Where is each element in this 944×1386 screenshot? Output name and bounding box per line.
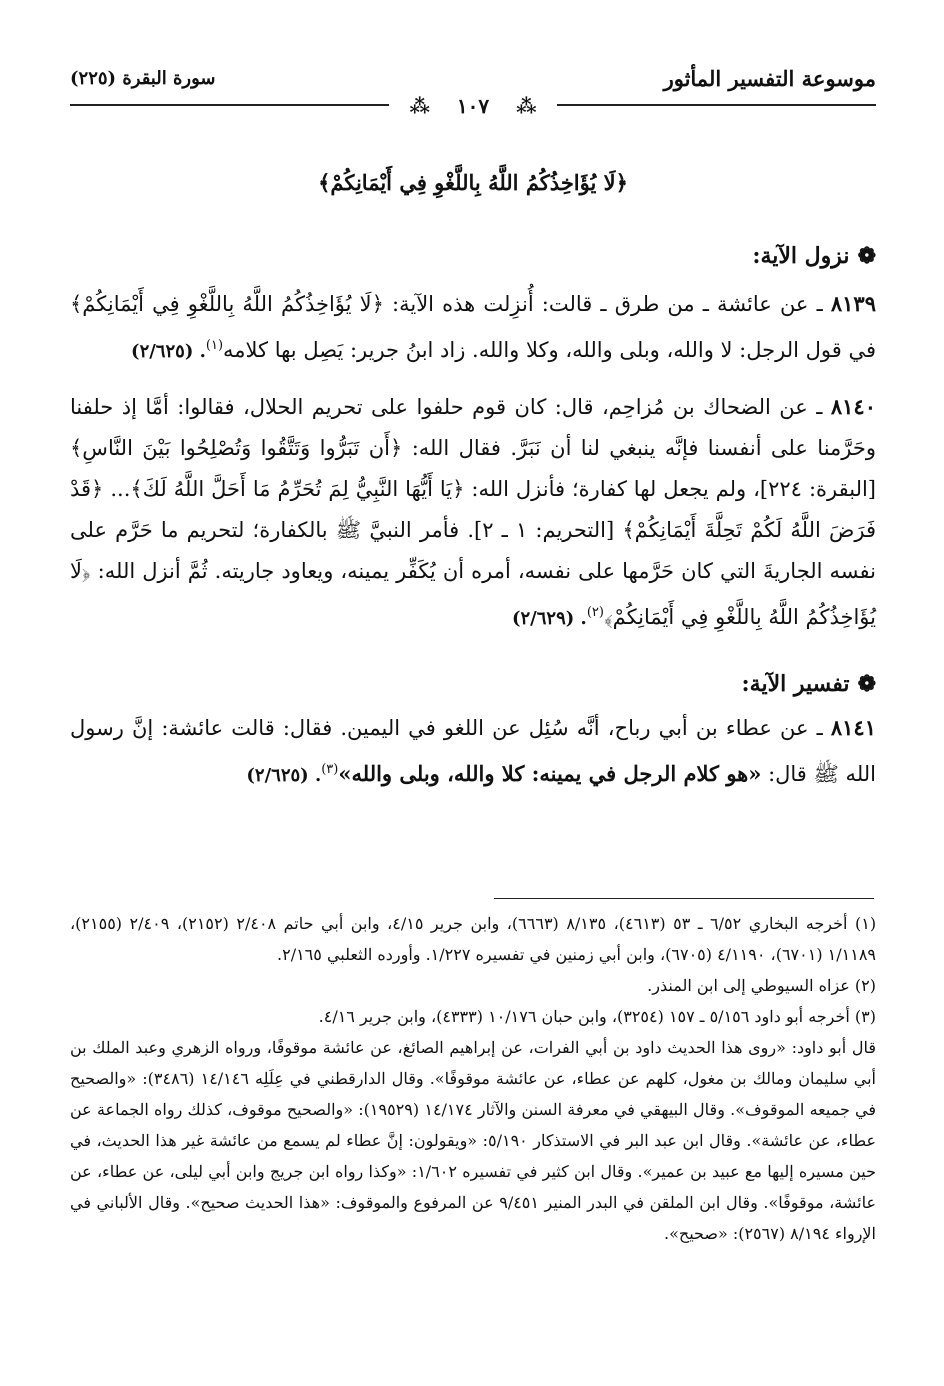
hadith-quote: «هو كلام الرجل في يمينه: كلا والله، وبلى والله» xyxy=(338,761,762,786)
flower-icon: ❁ xyxy=(857,243,876,269)
book-title: موسوعة التفسير المأثور xyxy=(663,66,876,91)
narration-number: ٨١٤٠ xyxy=(830,394,876,419)
footnote-separator xyxy=(68,898,874,899)
flower-icon: ❁ xyxy=(857,671,876,697)
running-header xyxy=(70,58,876,118)
page-number-wrap xyxy=(70,94,876,118)
narration-8140 xyxy=(70,386,876,639)
narration-text: ـ عن عائشة ـ من طرق ـ قالت: أُنزِلت هذه الآية: ﴿لَا يُؤَاخِذُكُمُ اللَّهُ بِاللَّغْوِ فِي أَيْمَانِكُمْ﴾ في قول الرجل: لا والله، وبلى والله، وكلا والله. زاد ابنُ جرير: يَصِل بها كلامه xyxy=(70,292,876,362)
narration-8139 xyxy=(70,283,876,372)
narration-text: ـ عن عطاء بن أبي رباح، أنَّه سُئِل عن اللغو في اليمين. فقال: قالت عائشة: إنَّ رسول الله ﷺ قال: xyxy=(70,716,876,786)
page-body xyxy=(70,58,876,796)
section-heading-revelation: ❁نزول الآية: xyxy=(752,243,876,269)
footnote-marker: (٢) xyxy=(586,605,604,620)
narration-number: ٨١٤١ xyxy=(830,715,876,740)
page-number: ١٠٧ xyxy=(447,94,499,118)
narration-8141 xyxy=(70,707,876,796)
footnote-2: (٢) عزاه السيوطي إلى ابن المنذر. xyxy=(647,976,876,995)
narration-text: ـ عن الضحاك بن مُزاحِم، قال: كان قوم حلفوا على تحريم الحلال، فقالوا: أمَّا إذ حلفنا وحَرَّمنا على أنفسنا فإنَّه ينبغي لنا أن نَبَرَّ. فقال الله: ﴿أَن تَبَرُّوا وَتَتَّقُوا وَتُصْلِحُوا بَيْنَ النَّاسِ﴾ [البقرة: ٢٢٤]، ولم يجعل لها كفارة؛ فأنزل الله: ﴿يَا أَيُّهَا النَّبِيُّ لِمَ تُحَرِّمُ مَا أَحَلَّ اللَّهُ لَكَ﴾... ﴿قَدْ فَرَضَ اللَّهُ لَكُمْ تَحِلَّةَ أَيْمَانِكُمْ﴾ [التحريم: ١ ـ ٢]. فأمر النبيَّ ﷺ بالكفارة؛ لتحريم ما حَرَّم على نفسه الجاريةَ التي كان حَرَّمها على نفسه، أمره أن يُكَفِّر يمينه، ويعاود جاريته. ثُمَّ أنزل الله: ﴿لَا يُؤَاخِذُكُمُ اللَّهُ بِاللَّغْوِ فِي أَيْمَانِكُمْ﴾ xyxy=(70,395,876,629)
ornament-icon: ⁂ xyxy=(399,94,439,118)
verse-title: ﴿لَا يُؤَاخِذُكُمُ اللَّهُ بِاللَّغْوِ فِي أَيْمَانِكُمْ﴾ xyxy=(318,170,628,195)
footnotes xyxy=(70,908,876,1249)
volume-reference: . (٢/٦٢٩) xyxy=(511,608,587,629)
footnote-1: (١) أخرجه البخاري ٦/٥٢ ـ ٥٣ (٤٦١٣)، ٨/١٣٥ (٦٦٦٣)، وابن جرير ٤/١٥، وابن أبي حاتم ٢/٤٠٨ (٢١٥٢)، ٢/٤٠٩ (٢١٥٥)، ١/١١٨٩ (٦٧٠١)، ٤/١١٩٠ (٦٧٠٥)، وابن أبي زمنين في تفسيره ١/٢٢٧. وأورده الثعلبي ٢/١٦٥. xyxy=(70,914,877,964)
footnote-3-commentary: قال أبو داود: «روى هذا الحديث داود بن أبي الفرات، عن إبراهيم الصائغ، عن عائشة موقوفًا، ورواه الزهري وعبد الملك بن أبي سليمان ومالك بن مغول، كلهم عن عطاء، عن عائشة موقوفًا». وقال الدارقطني في عِلَلِه ١٤/١٤٦ (٣٤٨٦): «والصحيح في جميعه الموقوف». وقال البيهقي في معرفة السنن والآثار ١٤/١٧٤ (١٩٥٢٩): «والصحيح موقوف، كذلك رواه الجماعة عن عطاء، عن عائشة». وقال ابن عبد البر في الاستذكار ٥/١٩٠: «ويقولون: إنَّ عطاء لم يسمع من عائشة غير هذا الحديث، في حين مسيره إليها مع عبيد بن عمير». وقال ابن كثير في تفسيره ١/٦٠٢: «وكذا رواه ابن جريج وابن أبي ليلى، عن عطاء، عن عائشة، موقوفًا». وقال ابن الملقن في البدر المنير ٩/٤٥١ عن المرفوع والموقوف: «هذا الحديث صحيح». وقال الألباني في الإرواء ٨/١٩٤ (٢٥٦٧): «صحيح». xyxy=(70,1038,877,1243)
volume-reference: . (٢/٦٢٥) xyxy=(246,765,322,786)
volume-reference: . (٢/٦٢٥) xyxy=(131,341,206,362)
section-heading-tafsir: ❁تفسير الآية: xyxy=(741,671,876,697)
footnote-3: (٣) أخرجه أبو داود ٥/١٥٦ ـ ١٥٧ (٣٢٥٤)، وابن حبان ١٠/١٧٦ (٤٣٣٣)، وابن جرير ٤/١٦. xyxy=(318,1007,876,1026)
footnote-marker: (١) xyxy=(205,338,224,353)
narration-number: ٨١٣٩ xyxy=(830,291,876,316)
footnote-marker: (٣) xyxy=(321,762,339,777)
ornament-icon: ⁂ xyxy=(506,94,546,118)
surah-reference: سورة البقرة (٢٢٥) xyxy=(70,68,216,89)
